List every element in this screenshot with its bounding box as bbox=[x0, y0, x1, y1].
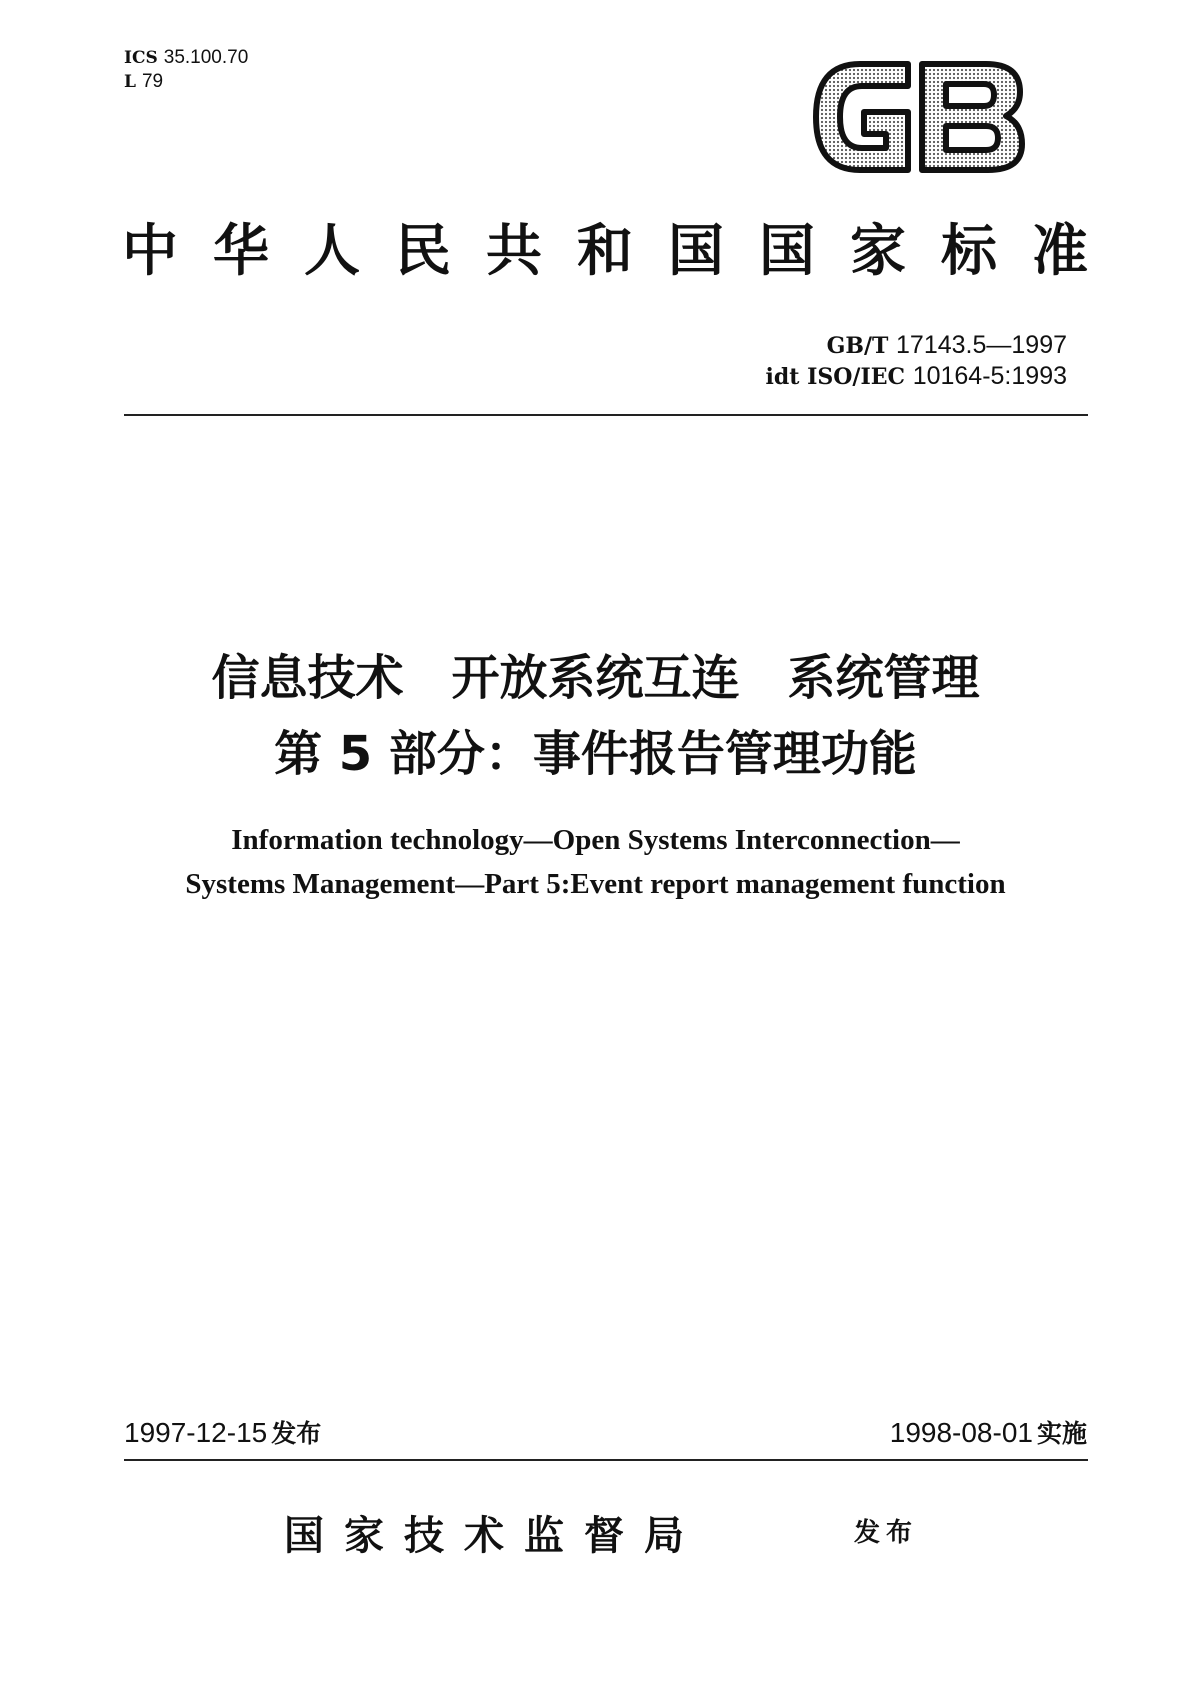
top-divider bbox=[124, 414, 1088, 416]
l-line bbox=[124, 70, 248, 94]
effective-date-value: 1998-08-01 bbox=[889, 1417, 1033, 1448]
ics-label: ICS bbox=[124, 48, 158, 68]
banner-char: 国 bbox=[759, 218, 815, 284]
banner-char: 国 bbox=[668, 218, 724, 284]
gb-prefix: GB/T bbox=[826, 333, 889, 359]
standard-numbers bbox=[766, 330, 1067, 392]
banner-char: 共 bbox=[486, 218, 542, 284]
banner-char: 民 bbox=[395, 218, 451, 284]
bottom-divider bbox=[124, 1459, 1088, 1461]
issue-label: 发布 bbox=[854, 1518, 919, 1548]
l-label: L bbox=[124, 72, 136, 92]
classification-codes bbox=[124, 46, 248, 94]
banner-char: 标 bbox=[941, 218, 997, 284]
issuing-authority: 国家技术监督局 bbox=[284, 1512, 704, 1559]
issue-date-suffix: 发布 bbox=[271, 1419, 322, 1448]
banner-char: 和 bbox=[577, 218, 633, 284]
banner-char: 中 bbox=[122, 218, 178, 284]
banner-char: 人 bbox=[304, 218, 360, 284]
ics-code: 35.100.70 bbox=[163, 47, 249, 68]
gb-number: 17143.5—1997 bbox=[896, 331, 1067, 359]
effective-date-suffix: 实施 bbox=[1036, 1419, 1087, 1448]
title-chinese bbox=[0, 640, 1191, 792]
idt-number-line bbox=[766, 361, 1067, 392]
l-code: 79 bbox=[141, 71, 164, 92]
gb-number-line bbox=[766, 330, 1067, 361]
idt-prefix: idt ISO/IEC bbox=[765, 364, 906, 390]
title-cn-line1: 信息技术 开放系统互连 系统管理 bbox=[211, 650, 980, 706]
issue-date-value: 1997-12-15 bbox=[124, 1417, 268, 1448]
ics-line bbox=[124, 46, 248, 70]
national-standard-banner bbox=[120, 212, 1090, 282]
idt-number: 10164-5:1993 bbox=[912, 362, 1067, 390]
title-cn-line2: 第 5 部分：事件报告管理功能 bbox=[274, 726, 917, 782]
effective-date bbox=[890, 1414, 1087, 1450]
banner-char: 准 bbox=[1032, 218, 1088, 284]
banner-char: 华 bbox=[213, 218, 269, 284]
issue-date bbox=[124, 1414, 321, 1450]
banner-char: 家 bbox=[850, 218, 906, 284]
gb-logo-icon bbox=[808, 56, 1030, 178]
title-en-line1: Information technology—Open Systems Interconnection— bbox=[231, 824, 960, 856]
title-english bbox=[0, 818, 1191, 906]
title-en-line2: Systems Management—Part 5:Event report management function bbox=[185, 868, 1006, 900]
